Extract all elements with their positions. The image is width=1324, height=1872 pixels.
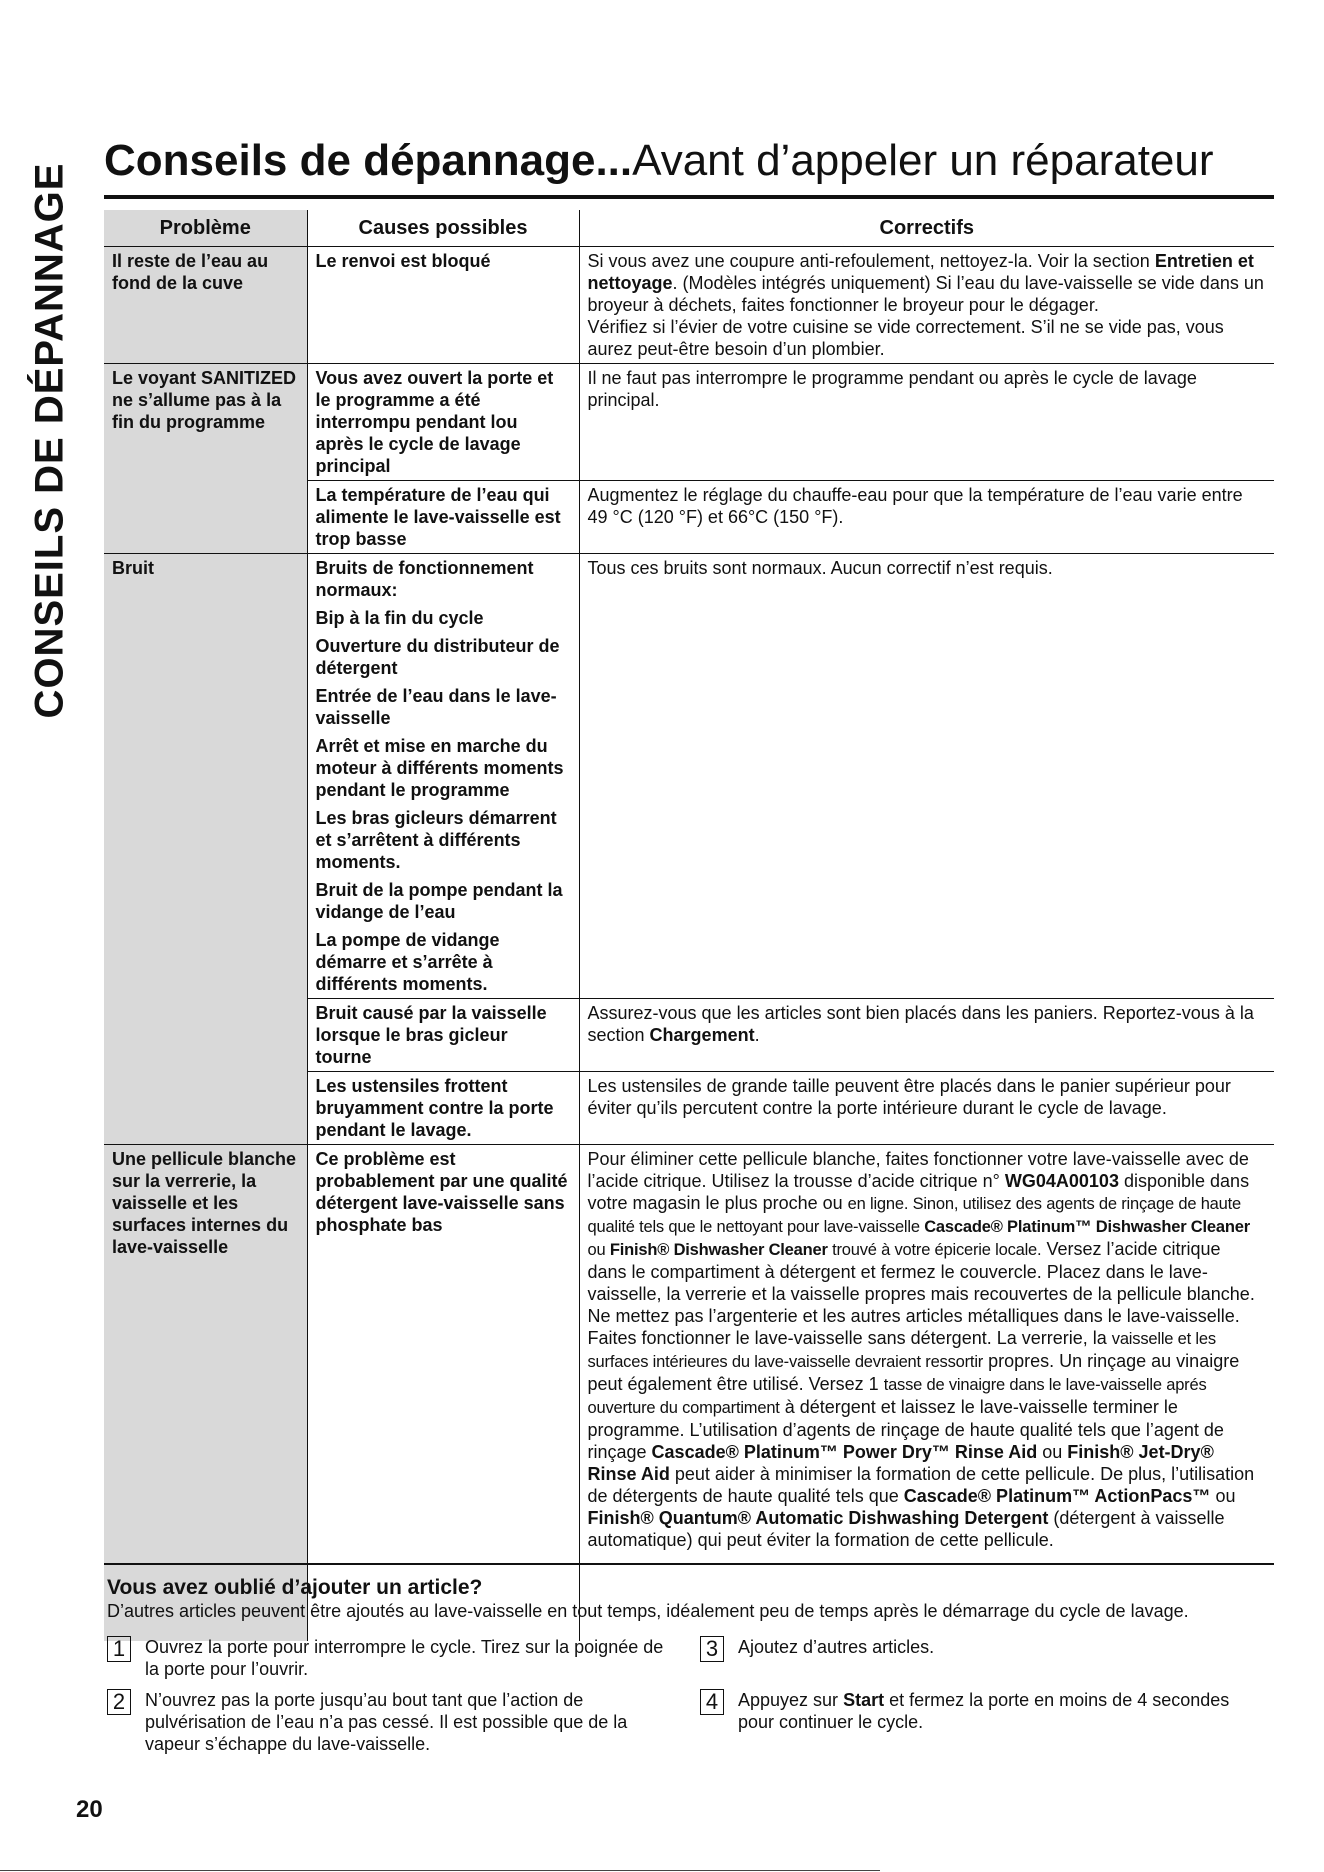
- step-text: Appuyez sur Start et fermez la porte en moins de 4 secondes pour continuer le cycle.: [738, 1690, 1230, 1732]
- step-number: 3: [700, 1636, 724, 1662]
- fix-cell: Augmentez le réglage du chauffe-eau pour que la température de l’eau varie entre 49 °C (120 °F) et 66°C (150 °F).: [579, 481, 1274, 554]
- header-causes: Causes possibles: [307, 210, 579, 247]
- table-row: [104, 364, 1274, 481]
- troubleshooting-table: [104, 210, 1274, 1641]
- title-regular: Avant d’appeler un réparateur: [632, 136, 1214, 185]
- cause-cell: Ce problème est probablement par une qualité détergent lave-vaisselle sans phosphate bas: [307, 1145, 579, 1641]
- problem-cell: Une pellicule blanche sur la verrerie, la vaisselle et les surfaces internes du lave-vaisselle: [104, 1145, 307, 1641]
- table-row: [104, 554, 1274, 999]
- cause-cell: La température de l’eau qui alimente le lave-vaisselle est trop basse: [307, 481, 579, 554]
- table-row: [104, 1145, 1274, 1641]
- step-number: 1: [107, 1636, 131, 1662]
- step-2: [107, 1689, 665, 1755]
- step-3: [700, 1636, 1258, 1662]
- cause-cell: Bruits de fonctionnement normaux: Bip à la fin du cycle Ouverture du distributeur de détergent Entrée de l’eau dans le lave-vaisselle Arrêt et mise en marche du moteur à différents moments pendant le programme Les bras gicleurs démarrent et s’arrêtent à différents moments. Bruit de la pompe pendant la vidange de l’eau La pompe de vidange démarre et s’arrête à différents moments.: [307, 554, 579, 999]
- add-item-title: Vous avez oublié d’ajouter un article?: [107, 1576, 483, 1599]
- fix-cell: Il ne faut pas interrompre le programme pendant ou après le cycle de lavage principal.: [579, 364, 1274, 481]
- section-side-tab: [22, 140, 78, 740]
- footer-rule: [0, 1870, 880, 1871]
- step-4: [700, 1689, 1258, 1733]
- step-text: Ajoutez d’autres articles.: [738, 1637, 935, 1657]
- fix-cell: Tous ces bruits sont normaux. Aucun correctif n’est requis.: [579, 554, 1274, 999]
- table-row: [104, 247, 1274, 364]
- step-text: N’ouvrez pas la porte jusqu’au bout tant que l’action de pulvérisation de l’eau n’a pas cessé. Il est possible que de la vapeur s’échappe du lave-vaisselle.: [145, 1690, 628, 1754]
- fix-cell: Si vous avez une coupure anti-refoulement, nettoyez-la. Voir la section Entretien et nettoyage. (Modèles intégrés uniquement) Si l’eau du lave-vaisselle se vide dans un broyeur à déchets, faites fonctionner le broyeur pour le dégager. Vérifiez si l’évier de votre cuisine se vide correctement. S’il ne se vide pas, vous aurez peut-être besoin d’un plombier.: [579, 247, 1274, 364]
- step-1: [107, 1636, 665, 1680]
- side-tab-label: CONSEILS DE DÉPANNAGE: [27, 162, 72, 718]
- header-fixes: Correctifs: [579, 210, 1274, 247]
- table-header-row: [104, 210, 1274, 247]
- title-rule: [104, 195, 1274, 199]
- cause-cell: Bruit causé par la vaisselle lorsque le bras gicleur tourne: [307, 999, 579, 1072]
- problem-cell: Le voyant SANITIZED ne s’allume pas à la fin du programme: [104, 364, 307, 554]
- step-number: 4: [700, 1689, 724, 1715]
- header-problem: Problème: [104, 210, 307, 247]
- cause-cell: Les ustensiles frottent bruyamment contre la porte pendant le lavage.: [307, 1072, 579, 1145]
- problem-cell: Bruit: [104, 554, 307, 1145]
- add-item-intro: D’autres articles peuvent être ajoutés au lave-vaisselle en tout temps, idéalement peu de temps après le démarrage du cycle de lavage.: [107, 1601, 1189, 1621]
- step-number: 2: [107, 1689, 131, 1715]
- page-number: 20: [76, 1796, 103, 1823]
- step-text: Ouvrez la porte pour interrompre le cycle. Tirez sur la poignée de la porte pour l’ouvrir.: [145, 1637, 664, 1679]
- cause-cell: Le renvoi est bloqué: [307, 247, 579, 364]
- table-bottom-rule: [104, 1563, 1274, 1565]
- title-bold: Conseils de dépannage...: [104, 136, 633, 185]
- problem-cell: Il reste de l’eau au fond de la cuve: [104, 247, 307, 364]
- cause-cell: Vous avez ouvert la porte et le programme a été interrompu pendant lou après le cycle de lavage principal: [307, 364, 579, 481]
- fix-cell: Les ustensiles de grande taille peuvent être placés dans le panier supérieur pour éviter qu’ils percutent contre la porte intérieure durant le cycle de lavage.: [579, 1072, 1274, 1145]
- page-title: [104, 136, 1214, 186]
- fix-cell: Assurez-vous que les articles sont bien placés dans les paniers. Reportez-vous à la section Chargement.: [579, 999, 1274, 1072]
- fix-cell: Pour éliminer cette pellicule blanche, faites fonctionner votre lave-vaisselle avec de l’acide citrique. Utilisez la trousse d’acide citrique n° WG04A00103 disponible dans votre magasin le plus proche ou en ligne. Sinon, utilisez des agents de rinçage de haute qualité tels que le nettoyant pour lave-vaisselle Cascade® Platinum™ Dishwasher Cleaner ou Finish® Dishwasher Cleaner trouvé à votre épicerie locale. Versez l’acide citrique dans le compartiment à détergent et fermez le couvercle. Placez dans le lave-vaisselle, la verrerie et la vaisselle propres mais recouvertes de la pellicule blanche. Ne mettez pas l’argenterie et les autres articles métalliques dans le lave-vaisselle. Faites fonctionner le lave-vaisselle sans détergent. La verrerie, la vaisselle et les surfaces intérieures du lave-vaisselle devraient ressortir propres. Un rinçage au vinaigre peut également être utilisé. Versez 1 tasse de vinaigre dans le lave-vaisselle aprés ouverture du compartiment à détergent et laissez le lave-vaisselle terminer le programme. L’utilisation d’agents de rinçage de haute qualité tels que l’agent de rinçage Cascade® Platinum™ Power Dry™ Rinse Aid ou Finish® Jet-Dry® Rinse Aid peut aider à minimiser la formation de cette pellicule. De plus, l’utilisation de détergents de haute qualité tels que Cascade® Platinum™ ActionPacs™ ou Finish® Quantum® Automatic Dishwashing Detergent (détergent à vaisselle automatique) qui peut éviter la formation de cette pellicule.: [587, 1149, 1255, 1550]
